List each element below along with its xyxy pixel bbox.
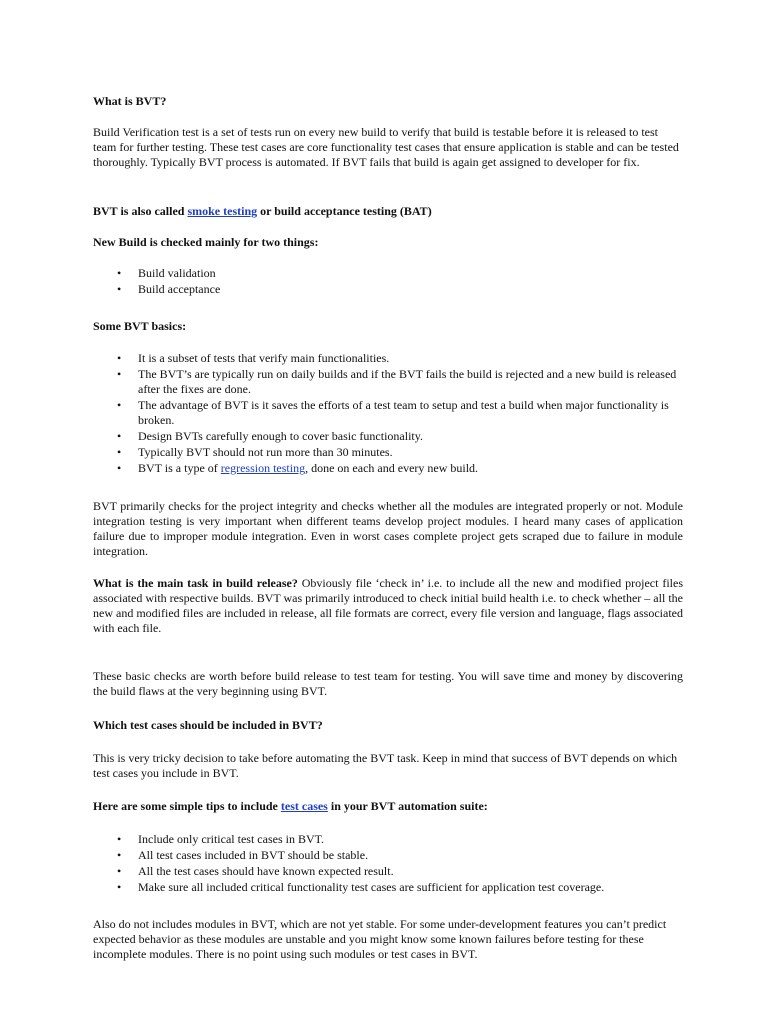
two-things-list [93, 266, 677, 298]
heading-two-things: New Build is checked mainly for two things: [93, 235, 319, 249]
list-item: • All the test cases should have known expected result. [93, 864, 677, 879]
regression-suffix: , done on each and every new build. [305, 461, 479, 475]
integrity-paragraph: BVT primarily checks for the project integrity and checks whether all the modules are integrated properly or not. Module integration testing is very important when different teams develop project modules. I heard many cases of application failure due to improper module integration. Even in worst cases complete project gets scraped due to failure in module integration. [93, 499, 683, 558]
list-item: • The BVT’s are typically run on daily builds and if the BVT fails the build is rejected and a new build is released after the fixes are done. [93, 367, 677, 397]
main-task-paragraph [93, 576, 683, 636]
also-called-prefix: BVT is also called [93, 204, 188, 218]
smoke-testing-link[interactable]: smoke testing [187, 204, 258, 218]
test-cases-link[interactable]: test cases [280, 799, 328, 813]
main-task-answer: Obviously file ‘check in’ i.e. to include all the new and modified project files associated with respective builds. BVT was primarily introduced to check initial build health i.e. to check whether – all the new and modified files are included in release, all file formats are correct, every file version and language, flags associated with each file. [93, 576, 683, 635]
main-task-question: What is the main task in build release? [93, 576, 298, 590]
intro-paragraph: Build Verification test is a set of tests run on every new build to verify that build is testable before it is released to test team for further testing. These test cases are core functionality test cases that ensure application is stable and can be tested thoroughly. Typically BVT process is automated. If BVT fails that build is again get assigned to developer for fix. [93, 125, 679, 169]
list-item: • Build validation [93, 266, 677, 281]
heading-bvt-basics: Some BVT basics: [93, 319, 187, 333]
heading-which-test-cases: Which test cases should be included in BVT? [93, 718, 323, 732]
regression-prefix: BVT is a type of [138, 461, 221, 475]
regression-testing-link[interactable]: regression testing [220, 461, 306, 475]
tricky-decision-paragraph: This is very tricky decision to take before automating the BVT task. Keep in mind that success of BVT depends on which test cases you include in BVT. [93, 751, 678, 780]
list-item: • It is a subset of tests that verify main functionalities. [93, 351, 677, 366]
also-called-suffix: or build acceptance testing (BAT) [257, 204, 432, 218]
heading-what-is-bvt: What is BVT? [93, 94, 167, 108]
list-item: • Include only critical test cases in BVT. [93, 832, 677, 847]
unstable-modules-paragraph: Also do not includes modules in BVT, which are not yet stable. For some under-development features you can’t predict expected behavior as these modules are unstable and you might know some known failures before testing for these incomplete modules. There is no point using such modules or test cases in BVT. [93, 917, 667, 961]
list-item: • The advantage of BVT is it saves the efforts of a test team to setup and test a build when major functionality is broken. [93, 398, 677, 428]
heading-simple-tips [93, 799, 488, 814]
basic-checks-paragraph: These basic checks are worth before build release to test team for testing. You will save time and money by discovering the build flaws at the very beginning using BVT. [93, 669, 683, 698]
list-item: • Typically BVT should not run more than 30 minutes. [93, 445, 677, 460]
bvt-basics-list [93, 351, 677, 477]
list-item: • Make sure all included critical functionality test cases are sufficient for application test coverage. [93, 880, 677, 895]
list-item [93, 461, 677, 476]
list-item: • Design BVTs carefully enough to cover basic functionality. [93, 429, 677, 444]
list-item: • Build acceptance [93, 282, 677, 297]
heading-also-called [93, 204, 432, 219]
tips-prefix: Here are some simple tips to include [93, 799, 281, 813]
tips-suffix: in your BVT automation suite: [327, 799, 488, 813]
tips-list [93, 832, 677, 896]
list-item: • All test cases included in BVT should be stable. [93, 848, 677, 863]
